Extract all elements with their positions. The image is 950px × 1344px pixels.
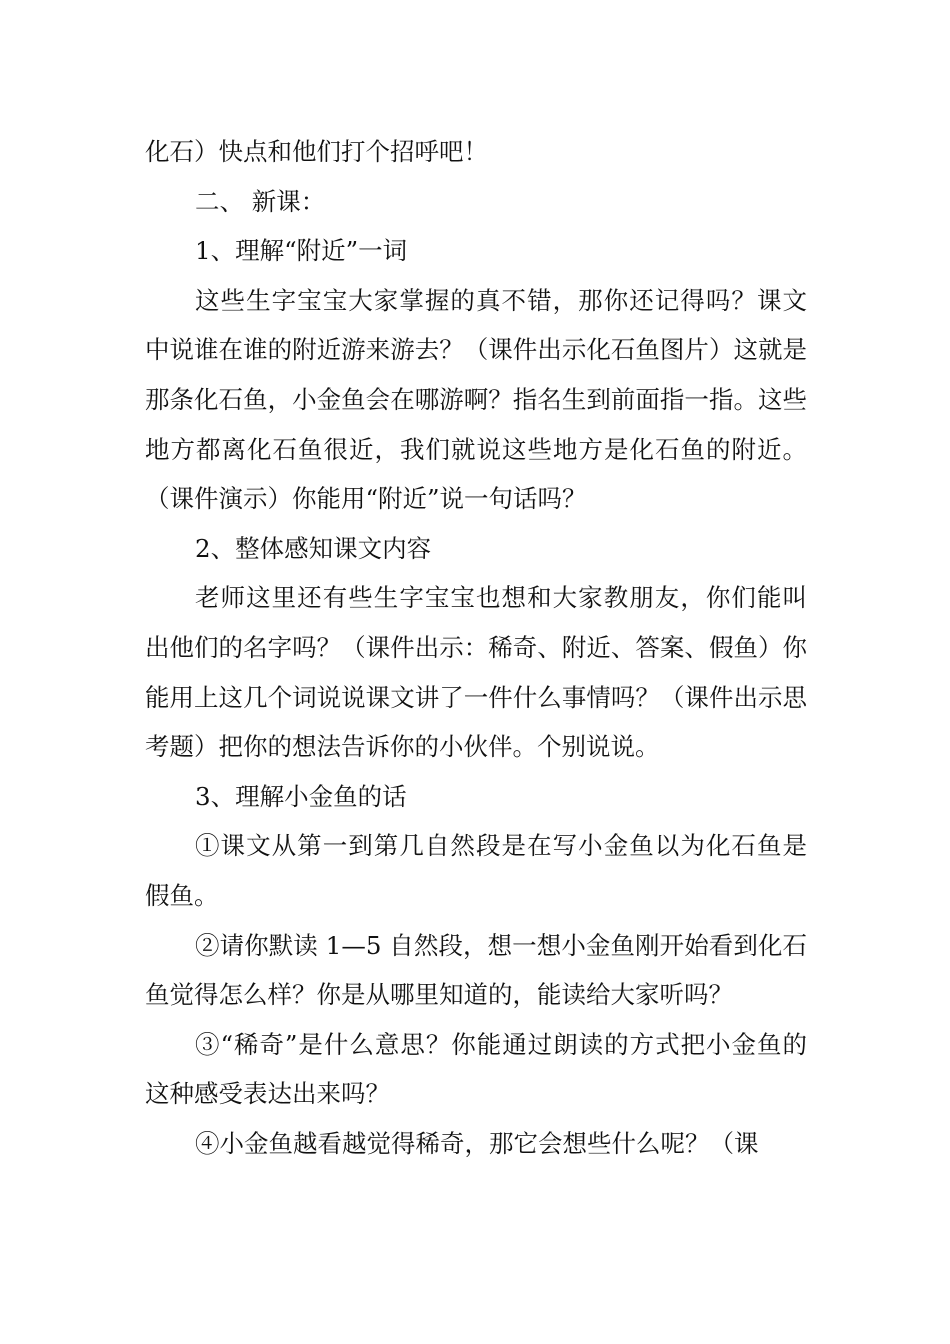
subheading-overall-perception: 2、整体感知课文内容 [195, 533, 432, 563]
list-item-4: ④小金鱼越看越觉得稀奇，那它会想些什么呢？（课 [195, 1128, 759, 1158]
paragraph-continuation: 化石）快点和他们打个招呼吧！ [145, 137, 488, 166]
list-item-1: ①课文从第一到第几自然段是在写小金鱼以为化石鱼是假鱼。 [145, 831, 807, 910]
paragraph-fujin-explanation: 这些生字宝宝大家掌握的真不错，那你还记得吗？课文中说谁在谁的附近游来游去？（课件出示化石鱼图片）这就是那条化石鱼，小金鱼会在哪游啊？指名生到前面指一指。这些地方都离化石鱼很近，我们就说这些地方是化石鱼的附近。（课件演示）你能用“附近”说一句话吗？ [145, 285, 807, 514]
list-item-3: ③“稀奇”是什么意思？你能通过朗读的方式把小金鱼的这种感受表达出来吗？ [145, 1029, 807, 1109]
subheading-understand-fujin: 1、理解“附近”一词 [195, 236, 408, 266]
section-heading-new-lesson: 二、 新课： [195, 186, 326, 216]
document-body [145, 127, 807, 1168]
subheading-goldfish-words: 3、理解小金鱼的话 [195, 781, 407, 811]
paragraph-vocabulary-task: 老师这里还有些生字宝宝也想和大家教朋友，你们能叫出他们的名字吗？（课件出示：稀奇、附近、答案、假鱼）你能用上这几个词说说课文讲了一件什么事情吗？（课件出示思考题）把你的想法告诉你的小伙伴。个别说说。 [145, 583, 807, 762]
list-item-2: ②请你默读 1—5 自然段，想一想小金鱼刚开始看到化石鱼觉得怎么样？你是从哪里知道的，能读给大家听吗？ [145, 930, 807, 1010]
